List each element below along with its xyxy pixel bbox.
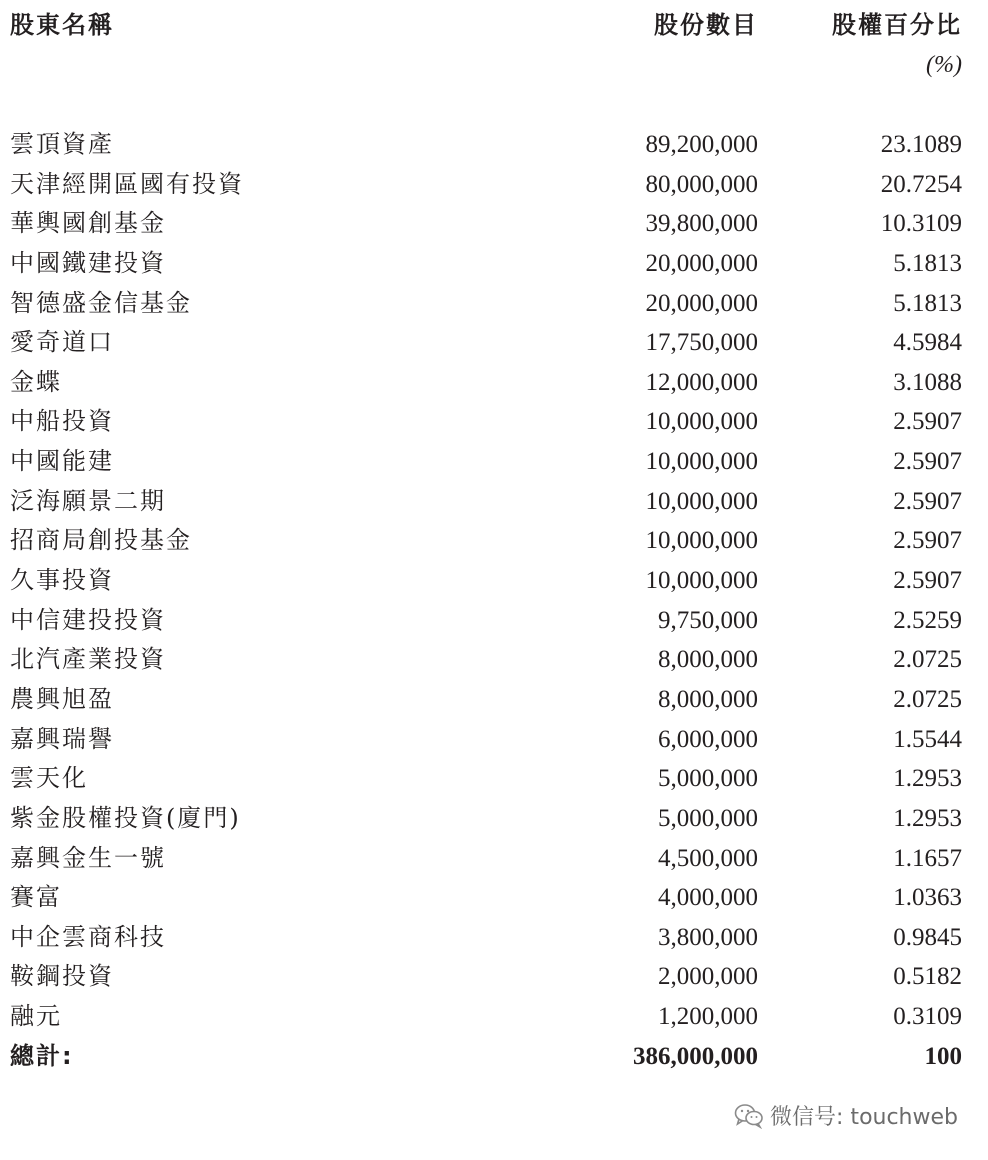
shareholder-name: 金蝶	[10, 367, 62, 396]
table-row	[0, 997, 988, 1037]
share-count: 8,000,000	[658, 685, 758, 713]
watermark-text: 微信号: touchweb	[770, 1105, 958, 1130]
share-percentage: 2.5907	[893, 408, 962, 436]
share-count: 10,000,000	[645, 487, 758, 515]
header-percent-unit: (%)	[926, 52, 962, 78]
table-row	[0, 204, 988, 244]
share-count: 10,000,000	[645, 448, 758, 476]
share-count: 3,800,000	[658, 923, 758, 951]
table-row	[0, 284, 988, 324]
share-percentage: 2.5907	[893, 487, 962, 515]
share-percentage: 0.9845	[893, 923, 962, 951]
share-percentage: 2.0725	[893, 685, 962, 713]
share-count: 2,000,000	[658, 963, 758, 991]
share-percentage: 23.1089	[880, 131, 962, 158]
total-share-percentage: 100	[924, 1042, 962, 1070]
share-count: 1,200,000	[658, 1003, 758, 1031]
shareholder-name: 雲天化	[10, 764, 88, 793]
share-count: 9,750,000	[658, 606, 758, 634]
shareholder-name: 雲頂資產	[10, 130, 114, 158]
table-row	[0, 799, 988, 839]
share-percentage: 1.0363	[893, 884, 962, 912]
shareholder-name: 嘉興金生一號	[10, 843, 166, 872]
shareholder-name: 智德盛金信基金	[10, 288, 192, 317]
shareholder-name: 中企雲商科技	[10, 922, 166, 951]
share-count: 39,800,000	[645, 210, 758, 238]
share-percentage: 4.5984	[893, 329, 962, 357]
watermark	[734, 1100, 958, 1131]
shareholder-name: 泛海願景二期	[10, 486, 166, 515]
table-row	[0, 482, 988, 522]
shareholder-name: 融元	[10, 1002, 62, 1031]
header-shareholding-percentage: 股權百分比	[832, 11, 962, 39]
shareholder-name: 鞍鋼投資	[10, 962, 114, 991]
share-percentage: 20.7254	[880, 170, 962, 198]
shareholder-name: 華輿國創基金	[10, 209, 166, 238]
table-row	[0, 561, 988, 601]
share-percentage: 2.5907	[893, 527, 962, 555]
table-row	[0, 442, 988, 482]
share-percentage: 1.5544	[893, 725, 962, 753]
shareholder-name: 嘉興瑞譽	[10, 724, 114, 753]
share-count: 20,000,000	[645, 249, 758, 277]
table-row	[0, 125, 988, 165]
share-percentage: 5.1813	[893, 249, 962, 277]
wechat-icon	[734, 1103, 764, 1129]
total-share-count: 386,000,000	[633, 1042, 758, 1070]
shareholder-name: 招商局創投基金	[10, 526, 192, 555]
table-row	[0, 244, 988, 284]
share-count: 17,750,000	[645, 329, 758, 357]
share-count: 20,000,000	[645, 289, 758, 317]
total-shareholder-name: 總計:	[10, 1041, 74, 1070]
table-row	[0, 165, 988, 205]
table-row	[0, 720, 988, 760]
header-number-of-shares: 股份數目	[654, 11, 758, 39]
share-percentage: 1.1657	[893, 844, 962, 872]
table-row	[0, 640, 988, 680]
table-row	[0, 323, 988, 363]
shareholder-name: 中國鐵建投資	[10, 248, 166, 277]
share-count: 4,000,000	[658, 884, 758, 912]
share-percentage: 0.5182	[893, 963, 962, 991]
share-count: 10,000,000	[645, 527, 758, 555]
table-row	[0, 402, 988, 442]
shareholder-name: 中信建投投資	[10, 605, 166, 634]
share-count: 8,000,000	[658, 646, 758, 674]
table-row	[0, 363, 988, 403]
share-percentage: 1.2953	[893, 804, 962, 832]
share-count: 89,200,000	[645, 131, 758, 158]
share-count: 4,500,000	[658, 844, 758, 872]
share-percentage: 5.1813	[893, 289, 962, 317]
share-count: 5,000,000	[658, 804, 758, 832]
shareholder-name: 中國能建	[10, 447, 114, 476]
table-row	[0, 878, 988, 918]
table-row	[0, 521, 988, 561]
share-count: 80,000,000	[645, 170, 758, 198]
table-row	[0, 680, 988, 720]
share-percentage: 2.5259	[893, 606, 962, 634]
share-count: 12,000,000	[645, 368, 758, 396]
total-row	[0, 1037, 988, 1077]
shareholder-name: 愛奇道口	[10, 328, 114, 357]
share-count: 6,000,000	[658, 725, 758, 753]
share-count: 10,000,000	[645, 408, 758, 436]
share-percentage: 2.0725	[893, 646, 962, 674]
table-row	[0, 957, 988, 997]
table-row	[0, 918, 988, 958]
shareholder-name: 農興旭盈	[10, 684, 114, 713]
shareholder-name: 天津經開區國有投資	[10, 169, 244, 198]
shareholder-name: 紫金股權投資(廈門)	[10, 803, 241, 832]
share-percentage: 2.5907	[893, 567, 962, 595]
share-percentage: 10.3109	[880, 210, 962, 238]
share-percentage: 0.3109	[893, 1003, 962, 1031]
table-row	[0, 839, 988, 879]
share-count: 10,000,000	[645, 567, 758, 595]
share-percentage: 2.5907	[893, 448, 962, 476]
table-row	[0, 759, 988, 799]
share-percentage: 3.1088	[893, 368, 962, 396]
header-shareholder-name: 股東名稱	[10, 11, 114, 39]
share-percentage: 1.2953	[893, 765, 962, 793]
shareholder-name: 久事投資	[10, 566, 114, 595]
table-row	[0, 601, 988, 641]
shareholder-name: 中船投資	[10, 407, 114, 436]
shareholder-name: 北汽產業投資	[10, 645, 166, 674]
shareholder-table	[0, 125, 988, 1076]
shareholder-name: 賽富	[10, 883, 62, 912]
share-count: 5,000,000	[658, 765, 758, 793]
